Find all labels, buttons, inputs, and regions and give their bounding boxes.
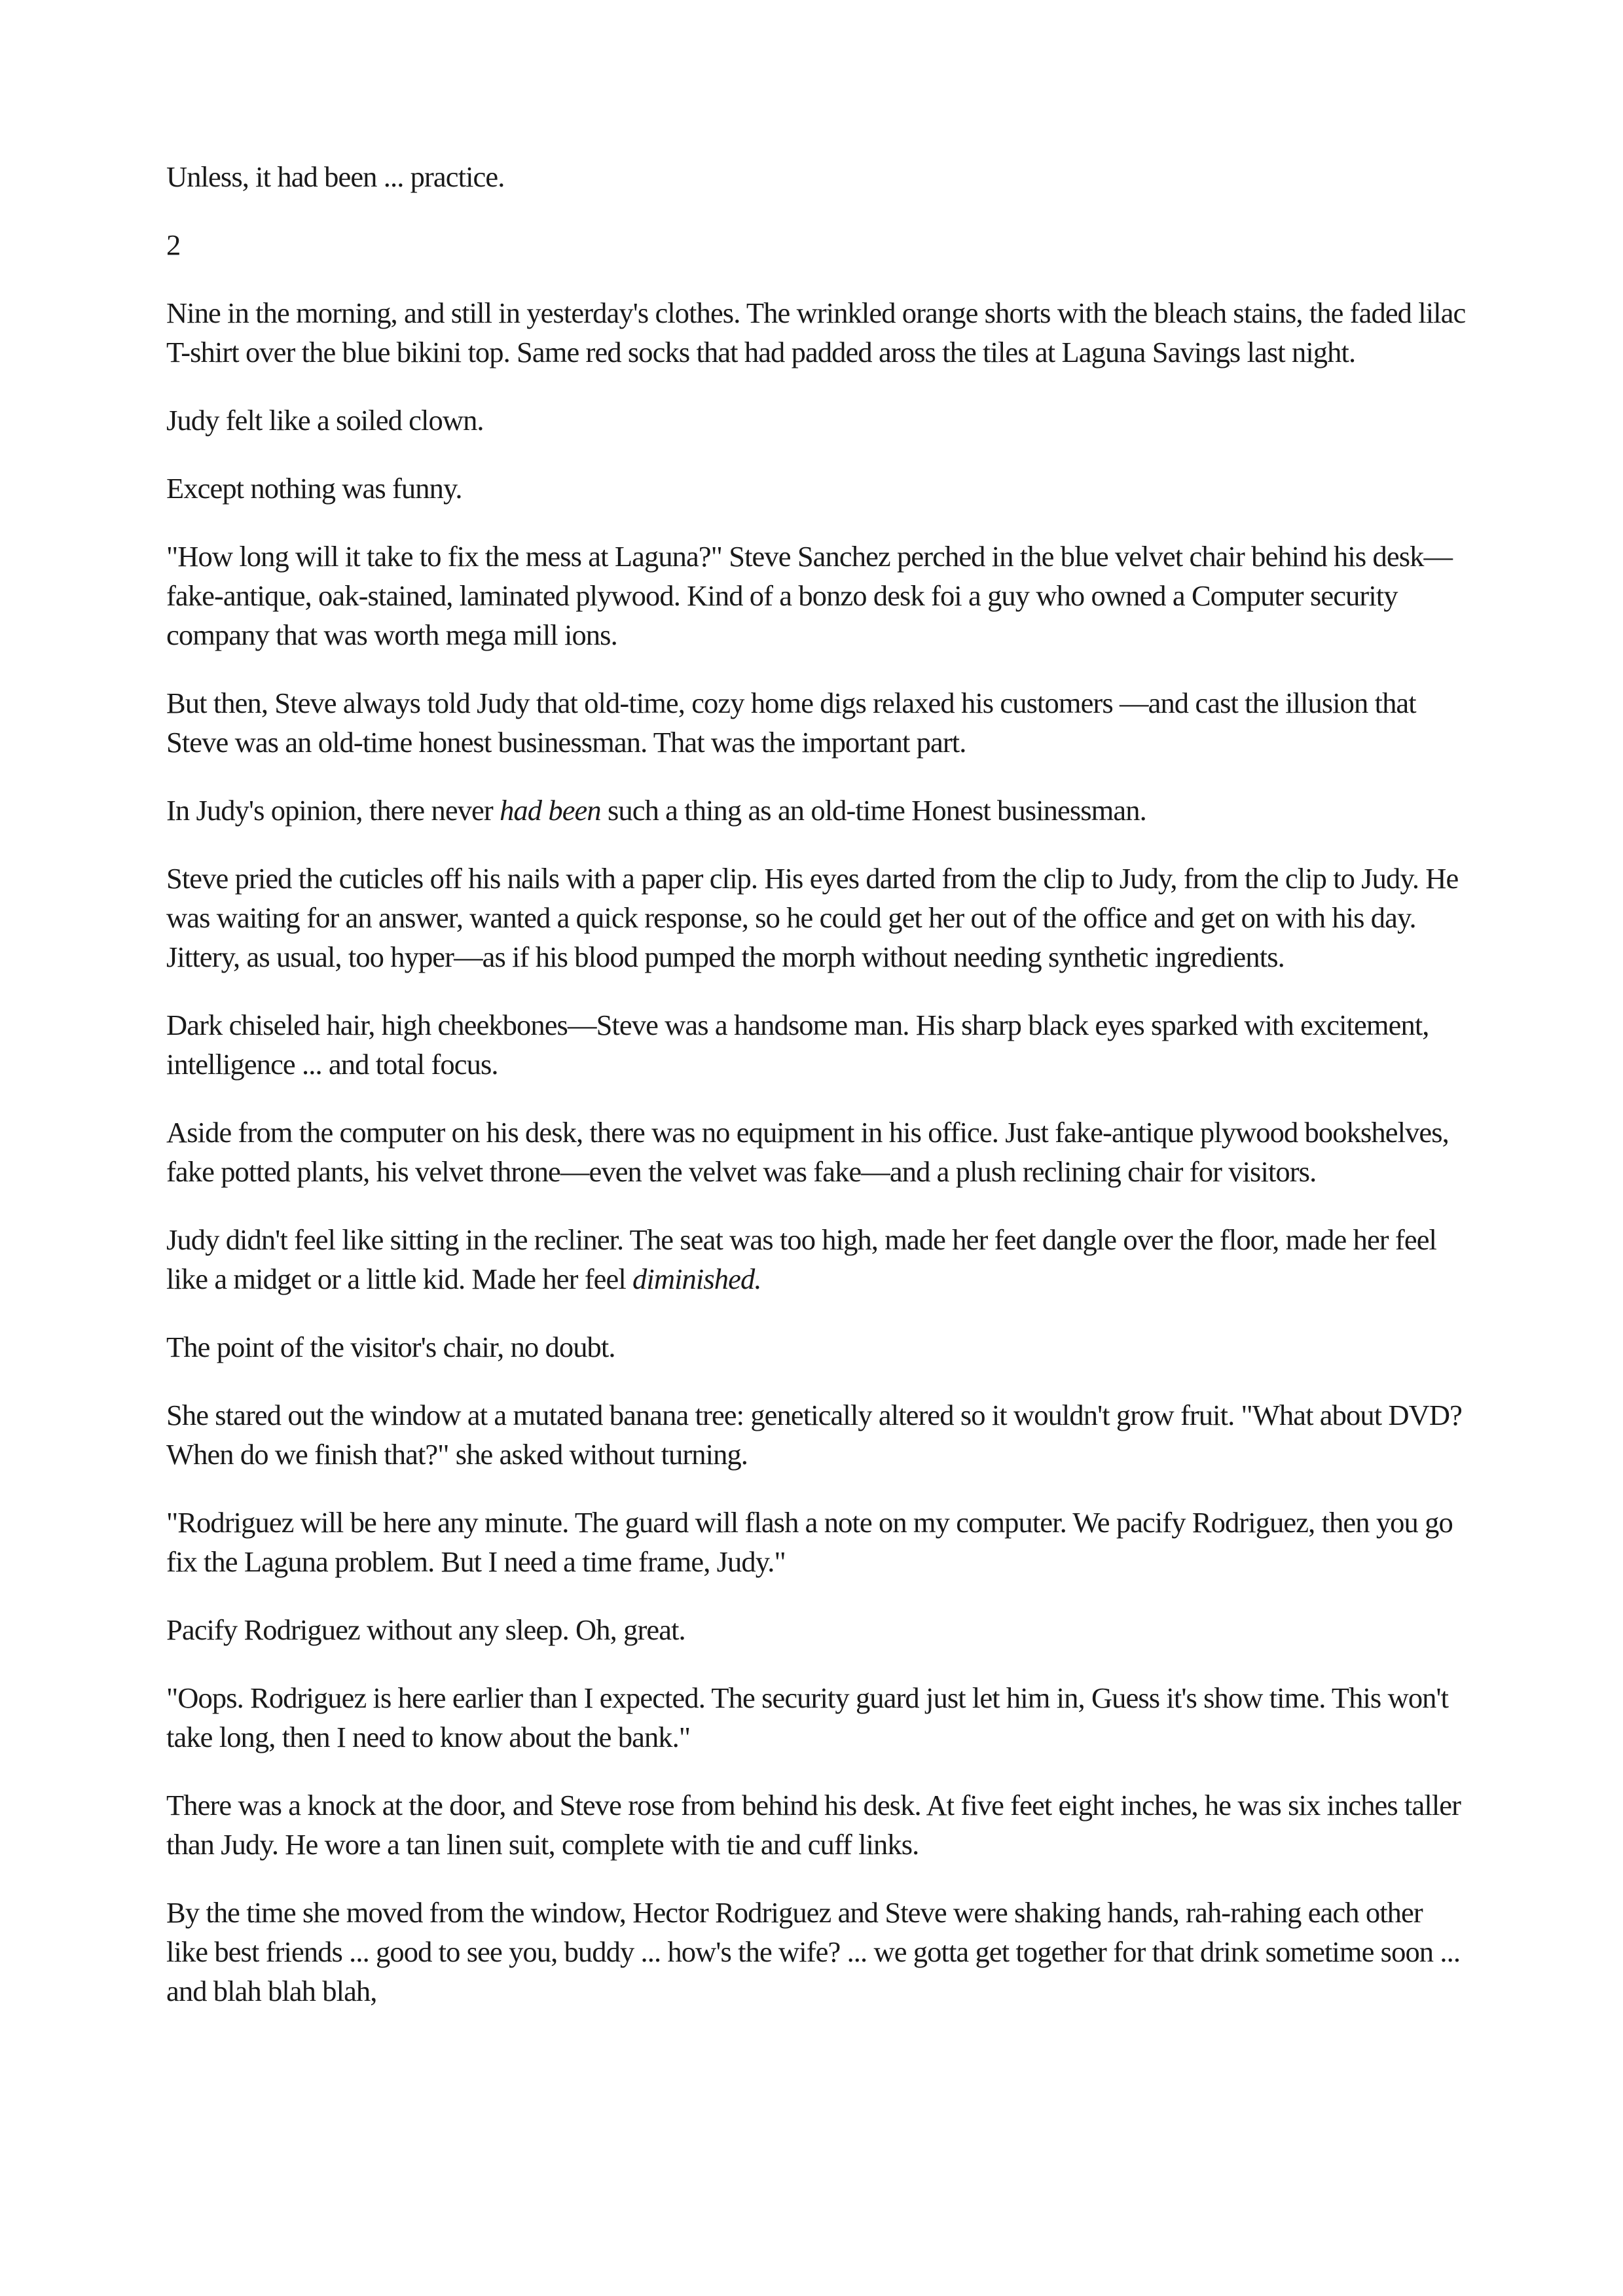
paragraph-text: In Judy's opinion, there never xyxy=(166,794,500,827)
paragraph-text: Except nothing was funny. xyxy=(166,472,462,505)
chapter-number xyxy=(166,225,1469,264)
paragraph-text: Judy didn't feel like sitting in the recliner. The seat was too high, made her feet dangle over the floor, made her feel like a midget or a little kid. Made her feel xyxy=(166,1223,1437,1295)
paragraph-text: Judy felt like a soiled clown. xyxy=(166,404,484,437)
paragraph-text: Unless, it had been ... practice. xyxy=(166,160,505,193)
paragraph-10 xyxy=(166,1005,1469,1084)
paragraph-text: But then, Steve always told Judy that old-time, cozy home digs relaxed his customers —and cast the illusion that Steve was an old-time honest businessman. That was the important part. xyxy=(166,687,1416,759)
paragraph-18 xyxy=(166,1785,1469,1864)
paragraph-text: "Rodriguez will be here any minute. The guard will flash a note on my computer. We pacify Rodriguez, then you go fix the Laguna problem. But I need a time frame, Judy." xyxy=(166,1506,1453,1578)
paragraph-14 xyxy=(166,1395,1469,1474)
emphasis-text: diminished. xyxy=(632,1263,761,1295)
paragraph-11 xyxy=(166,1113,1469,1191)
paragraph-3 xyxy=(166,293,1469,372)
paragraph-12 xyxy=(166,1220,1469,1299)
paragraph-9 xyxy=(166,859,1469,977)
paragraph-16 xyxy=(166,1610,1469,1649)
paragraph-1 xyxy=(166,157,1469,196)
document-page xyxy=(166,157,1469,2039)
paragraph-text: There was a knock at the door, and Steve rose from behind his desk. At five feet eight inches, he was six inches taller than Judy. He wore a tan linen suit, complete with tie and cuff links. xyxy=(166,1789,1461,1861)
paragraph-text: "Oops. Rodriguez is here earlier than I expected. The security guard just let him in, Guess it's show time. This won't take long, then I need to know about the bank." xyxy=(166,1681,1449,1753)
paragraph-7 xyxy=(166,683,1469,762)
paragraph-text: She stared out the window at a mutated banana tree: genetically altered so it wouldn't grow fruit. "What about DVD? When do we finish that?" she asked without turning. xyxy=(166,1399,1462,1471)
paragraph-text: such a thing as an old-time Honest businessman. xyxy=(600,794,1146,827)
paragraph-6 xyxy=(166,537,1469,655)
paragraph-text: Steve pried the cuticles off his nails with a paper clip. His eyes darted from the clip to Judy, from the clip to Judy. He was waiting for an answer, wanted a quick response, so he could get her out of the office and get on with his day. Jittery, as usual, too hyper—as if his blood pumped the morph without needing synthetic ingredients. xyxy=(166,862,1459,973)
paragraph-17 xyxy=(166,1678,1469,1757)
paragraph-text: Pacify Rodriguez without any sleep. Oh, great. xyxy=(166,1613,685,1646)
chapter-number-text: 2 xyxy=(166,228,181,261)
paragraph-text: The point of the visitor's chair, no doubt. xyxy=(166,1331,615,1363)
paragraph-text: Nine in the morning, and still in yesterday's clothes. The wrinkled orange shorts with the bleach stains, the faded lilac T-shirt over the blue bikini top. Same red socks that had padded aross the tiles at Laguna Savings last night. xyxy=(166,296,1466,368)
paragraph-text: By the time she moved from the window, Hector Rodriguez and Steve were shaking hands, rah-rahing each other like best friends ... good to see you, buddy ... how's the wife? ... we gotta get together for that drink sometime soon ... and blah blah blah, xyxy=(166,1896,1461,2007)
paragraph-text: "How long will it take to fix the mess at Laguna?" Steve Sanchez perched in the blue velvet chair behind his desk—fake-antique, oak-stained, laminated plywood. Kind of a bonzo desk foi a guy who owned a Computer security company that was worth mega mill ions. xyxy=(166,540,1453,651)
emphasis-text: had been xyxy=(500,794,601,827)
paragraph-8 xyxy=(166,791,1469,830)
paragraph-13 xyxy=(166,1327,1469,1367)
paragraph-15 xyxy=(166,1503,1469,1581)
paragraph-19 xyxy=(166,1893,1469,2011)
paragraph-5 xyxy=(166,469,1469,508)
paragraph-text: Aside from the computer on his desk, there was no equipment in his office. Just fake-antique plywood bookshelves, fake potted plants, his velvet throne—even the velvet was fake—and a plush reclining chair for visitors. xyxy=(166,1116,1449,1188)
paragraph-text: Dark chiseled hair, high cheekbones—Steve was a handsome man. His sharp black eyes sparked with excitement, intelligence ... and total focus. xyxy=(166,1009,1429,1081)
paragraph-4 xyxy=(166,401,1469,440)
